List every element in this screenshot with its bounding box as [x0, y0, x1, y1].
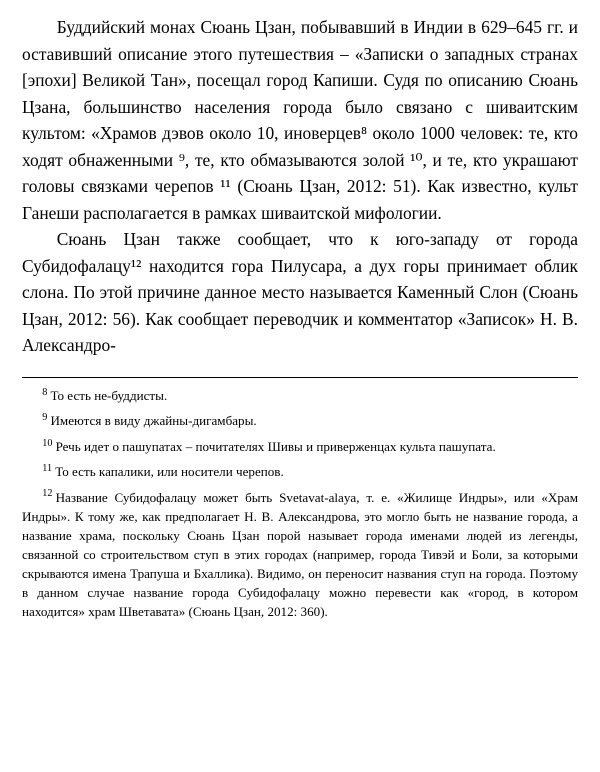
footnote-8 — [22, 387, 578, 406]
footnote-number: 10 — [42, 437, 53, 449]
footnote-text: Название Субидофалацу может быть Svetavat-alaya, т. е. «Жилище Индры», или «Храм Индры». К тому же, как предполагает Н. В. Александрова, это могло быть не название города, а название храма, поскольку Сюань Цзан порой называет города именами людей из легенды, связанной со строительством ступ в этих городах (например, города Тивэй и Боли, за которыми скрываются имена Трапуша и Бхаллика). Видимо, он переносит названия ступ на города. Поэтому в данном случае название города Субидофалацу можно перевести как «город, в котором находится» храм Шветавата» (Сюань Цзан, 2012: 360). — [22, 489, 578, 619]
footnote-9 — [22, 412, 578, 431]
footnote-number: 8 — [42, 386, 48, 398]
footnotes-block — [22, 387, 578, 622]
footnote-number: 12 — [42, 488, 53, 500]
footnote-10 — [22, 438, 578, 457]
footnote-text: Имеются в виду джайны-дигамбары. — [50, 413, 257, 429]
paragraph-2: Сюань Цзан также сообщает, что к юго-западу от города Субидофалацу¹² находится гора Пилусара, а дух горы принимает облик слона. По этой причине данное место называется Каменный Слон (Сюань Цзан, 2012: 56). Как сообщает переводчик и комментатор «Записок» Н. В. Александро- — [22, 229, 578, 356]
footnote-number: 11 — [42, 463, 53, 474]
footnote-separator — [22, 377, 578, 378]
footnote-11 — [22, 463, 578, 482]
footnote-text: То есть не-буддисты. — [50, 387, 168, 403]
footnote-text: Речь идет о пашупатах – почитателях Шивы и приверженцах культа пашупата. — [55, 438, 496, 454]
body-text-block — [22, 14, 578, 359]
footnote-12 — [22, 489, 578, 622]
footnote-text: То есть капалики, или носители черепов. — [55, 464, 284, 480]
footnote-number: 9 — [42, 412, 48, 424]
paragraph-1: Буддийский монах Сюань Цзан, побывавший в Индии в 629–645 гг. и оставивший описание этого путешествия – «Записки о западных странах [эпохи] Великой Тан», посещал город Капиши. Судя по описанию Сюань Цзана, большинство населения города было связано с шиваитским культом: «Храмов дэвов около 10, иноверцев⁸ около 1000 человек: те, кто ходят обнаженными ⁹, те, кто обмазываются золой ¹⁰, и те, кто украшают головы связками черепов ¹¹ (Сюань Цзан, 2012: 51). Как известно, культ Ганеши располагается в рамках шиваитской мифологии. — [22, 17, 578, 223]
